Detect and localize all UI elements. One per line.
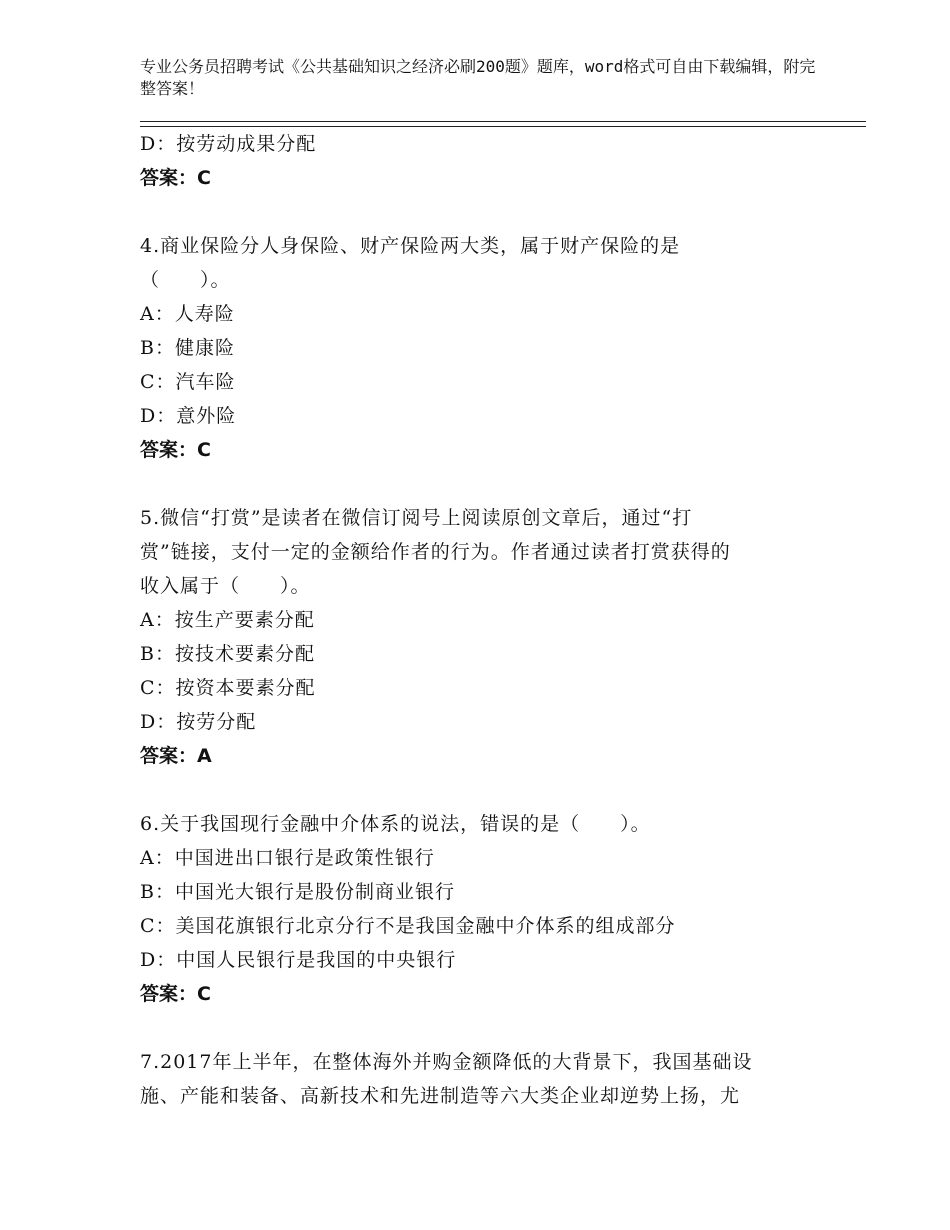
answer-line: 答案：C <box>140 167 211 189</box>
option-d: D：中国人民银行是我国的中央银行 <box>140 949 457 971</box>
option-c: C：汽车险 <box>140 371 236 393</box>
option-a: A：按生产要素分配 <box>140 609 315 631</box>
question-stem: 6.关于我国现行金融中介体系的说法，错误的是（ ）。 <box>140 813 651 835</box>
spacer <box>140 467 810 501</box>
spacer <box>140 1011 810 1045</box>
page-header: 专业公务员招聘考试《公共基础知识之经济必刷200题》题库，word格式可自由下载编辑，附完整答案！ <box>140 57 816 98</box>
option-c: C：美国花旗银行北京分行不是我国金融中介体系的组成部分 <box>140 915 676 937</box>
question-stem: 5.微信“打赏”是读者在微信订阅号上阅读原创文章后，通过“打 <box>140 507 693 529</box>
spacer <box>140 195 810 229</box>
question-6 <box>140 807 810 1011</box>
question-content <box>140 127 810 1113</box>
option-a: A：人寿险 <box>140 303 235 325</box>
question-5 <box>140 501 810 773</box>
option-b: B：按技术要素分配 <box>140 643 315 665</box>
answer-line: 答案：C <box>140 983 211 1005</box>
option-d: D：按劳分配 <box>140 711 257 733</box>
question-stem: 7.2017年上半年，在整体海外并购金额降低的大背景下，我国基础设 <box>140 1051 753 1073</box>
option-d: D：意外险 <box>140 405 237 427</box>
option-b: B：中国光大银行是股份制商业银行 <box>140 881 455 903</box>
option-c: C：按资本要素分配 <box>140 677 316 699</box>
option-a: A：中国进出口银行是政策性银行 <box>140 847 435 869</box>
answer-line: 答案：C <box>140 439 211 461</box>
question-stem: （ ）。 <box>140 269 231 291</box>
option-b: B：健康险 <box>140 337 235 359</box>
spacer <box>140 773 810 807</box>
question-stem: 4.商业保险分人身保险、财产保险两大类，属于财产保险的是 <box>140 235 681 257</box>
question-stem: 赏”链接，支付一定的金额给作者的行为。作者通过读者打赏获得的 <box>140 541 731 563</box>
option-d: D：按劳动成果分配 <box>140 133 317 155</box>
question-7 <box>140 1045 810 1113</box>
answer-line: 答案：A <box>140 745 212 767</box>
question-stem: 收入属于（ ）。 <box>140 575 311 597</box>
question-4 <box>140 229 810 467</box>
question-stem: 施、产能和装备、高新技术和先进制造等六大类企业却逆势上扬，尤 <box>140 1085 741 1107</box>
